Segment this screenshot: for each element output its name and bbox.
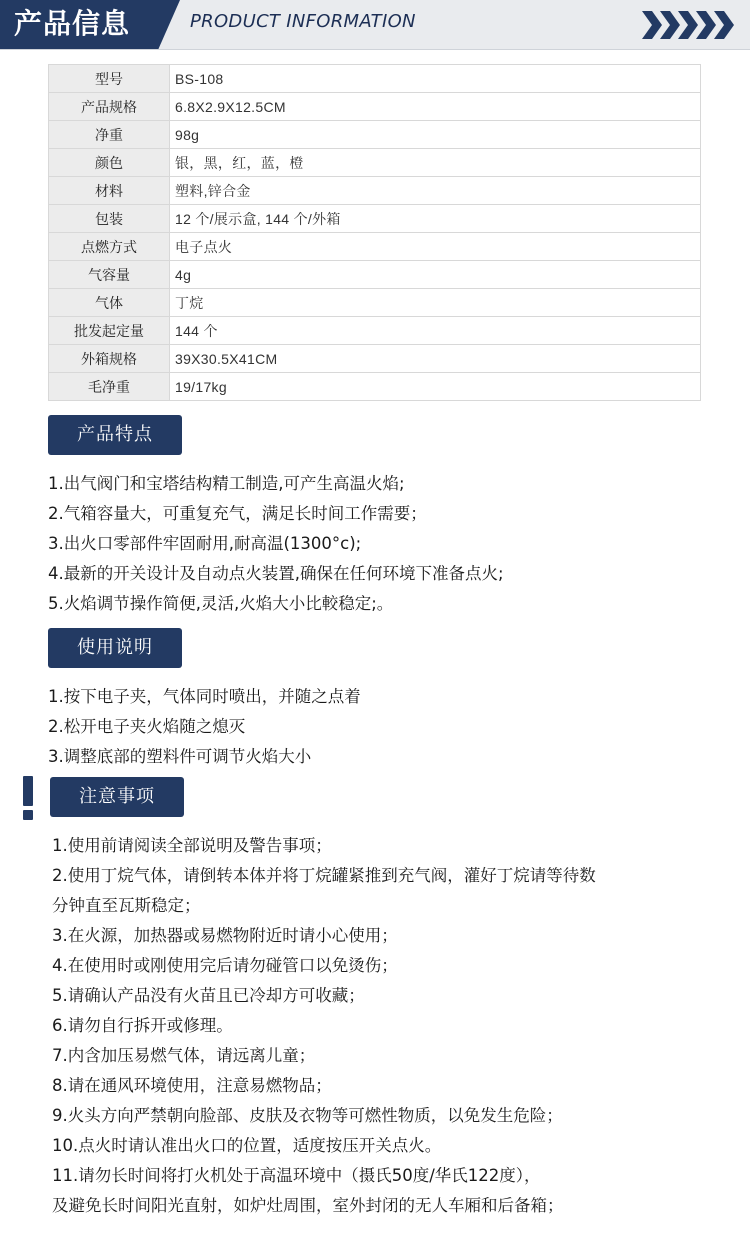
spec-table (48, 64, 701, 401)
list-item: 10.点火时请认准出火口的位置，适度按压开关点火。 (52, 1136, 442, 1155)
list-item: 3.在火源，加热器或易燃物附近时请小心使用； (52, 926, 398, 945)
table-row (49, 177, 701, 205)
header-title-cn: 产品信息 (14, 7, 131, 40)
spec-label: 点燃方式 (49, 233, 170, 261)
spec-label: 颜色 (49, 149, 170, 177)
header-title-en: PRODUCT INFORMATION (190, 11, 416, 32)
list-item: 9.火头方向严禁朝向脸部、皮肤及衣物等可燃性物质，以免发生危险； (52, 1106, 563, 1125)
table-row (49, 121, 701, 149)
spec-value: 电子点火 (170, 233, 701, 261)
spec-label: 气体 (49, 289, 170, 317)
table-row (49, 261, 701, 289)
spec-label: 毛净重 (49, 373, 170, 401)
spec-value: 塑料,锌合金 (170, 177, 701, 205)
list-item: 1.出气阀门和宝塔结构精工制造,可产生高温火焰; (48, 474, 405, 493)
list-item: 及避免长时间阳光直射，如炉灶周围，室外封闭的无人车厢和后备箱； (52, 1196, 564, 1215)
spec-value: 19/17kg (170, 373, 701, 401)
list-item: 5.请确认产品没有火苗且已冷却方可收藏； (52, 986, 365, 1005)
list-item: 2.松开电子夹火焰随之熄灭 (48, 717, 246, 736)
spec-label: 批发起定量 (49, 317, 170, 345)
list-item: 3.出火口零部件牢固耐用,耐高温(1300°c); (48, 534, 362, 553)
spec-label: 外箱规格 (49, 345, 170, 373)
table-row (49, 289, 701, 317)
header-divider (0, 49, 750, 50)
list-item: 1.使用前请阅读全部说明及警告事项； (52, 836, 332, 855)
spec-value: 12 个/展示盒, 144 个/外箱 (170, 205, 701, 233)
spec-label: 产品规格 (49, 93, 170, 121)
usage-heading: 使用说明 (48, 628, 182, 668)
list-item: 6.请勿自行拆开或修理。 (52, 1016, 233, 1035)
list-item: 分钟直至瓦斯稳定； (52, 896, 201, 915)
spec-label: 气容量 (49, 261, 170, 289)
spec-label: 包装 (49, 205, 170, 233)
table-row (49, 345, 701, 373)
spec-value: 39X30.5X41CM (170, 345, 701, 373)
spec-value: 98g (170, 121, 701, 149)
list-item: 5.火焰调节操作简便,灵活,火焰大小比較稳定;。 (48, 594, 394, 613)
spec-label: 净重 (49, 121, 170, 149)
table-row (49, 93, 701, 121)
list-item: 2.使用丁烷气体，请倒转本体并将丁烷罐紧推到充气阀，灌好丁烷请等待数 (52, 866, 596, 885)
spec-value: 4g (170, 261, 701, 289)
table-row (49, 373, 701, 401)
list-item: 3.调整底部的塑料件可调节火焰大小 (48, 747, 312, 766)
list-item: 4.最新的开关设计及自动点火装置,确保在任何环境下准备点火; (48, 564, 504, 583)
spec-label: 材料 (49, 177, 170, 205)
list-item: 2.气箱容量大，可重复充气，满足长时间工作需要； (48, 504, 427, 523)
list-item: 4.在使用时或刚使用完后请勿碰管口以免烫伤； (52, 956, 398, 975)
spec-label: 型号 (49, 65, 170, 93)
spec-value: 144 个 (170, 317, 701, 345)
list-item: 11.请勿长时间将打火机处于高温环境中（摄氏50度/华氏122度）， (52, 1166, 541, 1185)
spec-value: 丁烷 (170, 289, 701, 317)
section-header (0, 0, 750, 50)
spec-value: 银，黑，红，蓝，橙 (170, 149, 701, 177)
table-row (49, 317, 701, 345)
exclamation-icon (22, 776, 34, 820)
spec-value: 6.8X2.9X12.5CM (170, 93, 701, 121)
features-heading: 产品特点 (48, 415, 182, 455)
list-item: 1.按下电子夹，气体同时喷出，并随之点着 (48, 687, 361, 706)
chevrons-icon (640, 7, 736, 43)
table-row (49, 205, 701, 233)
table-row (49, 149, 701, 177)
list-item: 8.请在通风环境使用，注意易燃物品； (52, 1076, 332, 1095)
table-row (49, 233, 701, 261)
spec-value: BS-108 (170, 65, 701, 93)
notes-heading: 注意事项 (50, 777, 184, 817)
list-item: 7.内含加压易燃气体，请远离儿童； (52, 1046, 316, 1065)
table-row (49, 65, 701, 93)
